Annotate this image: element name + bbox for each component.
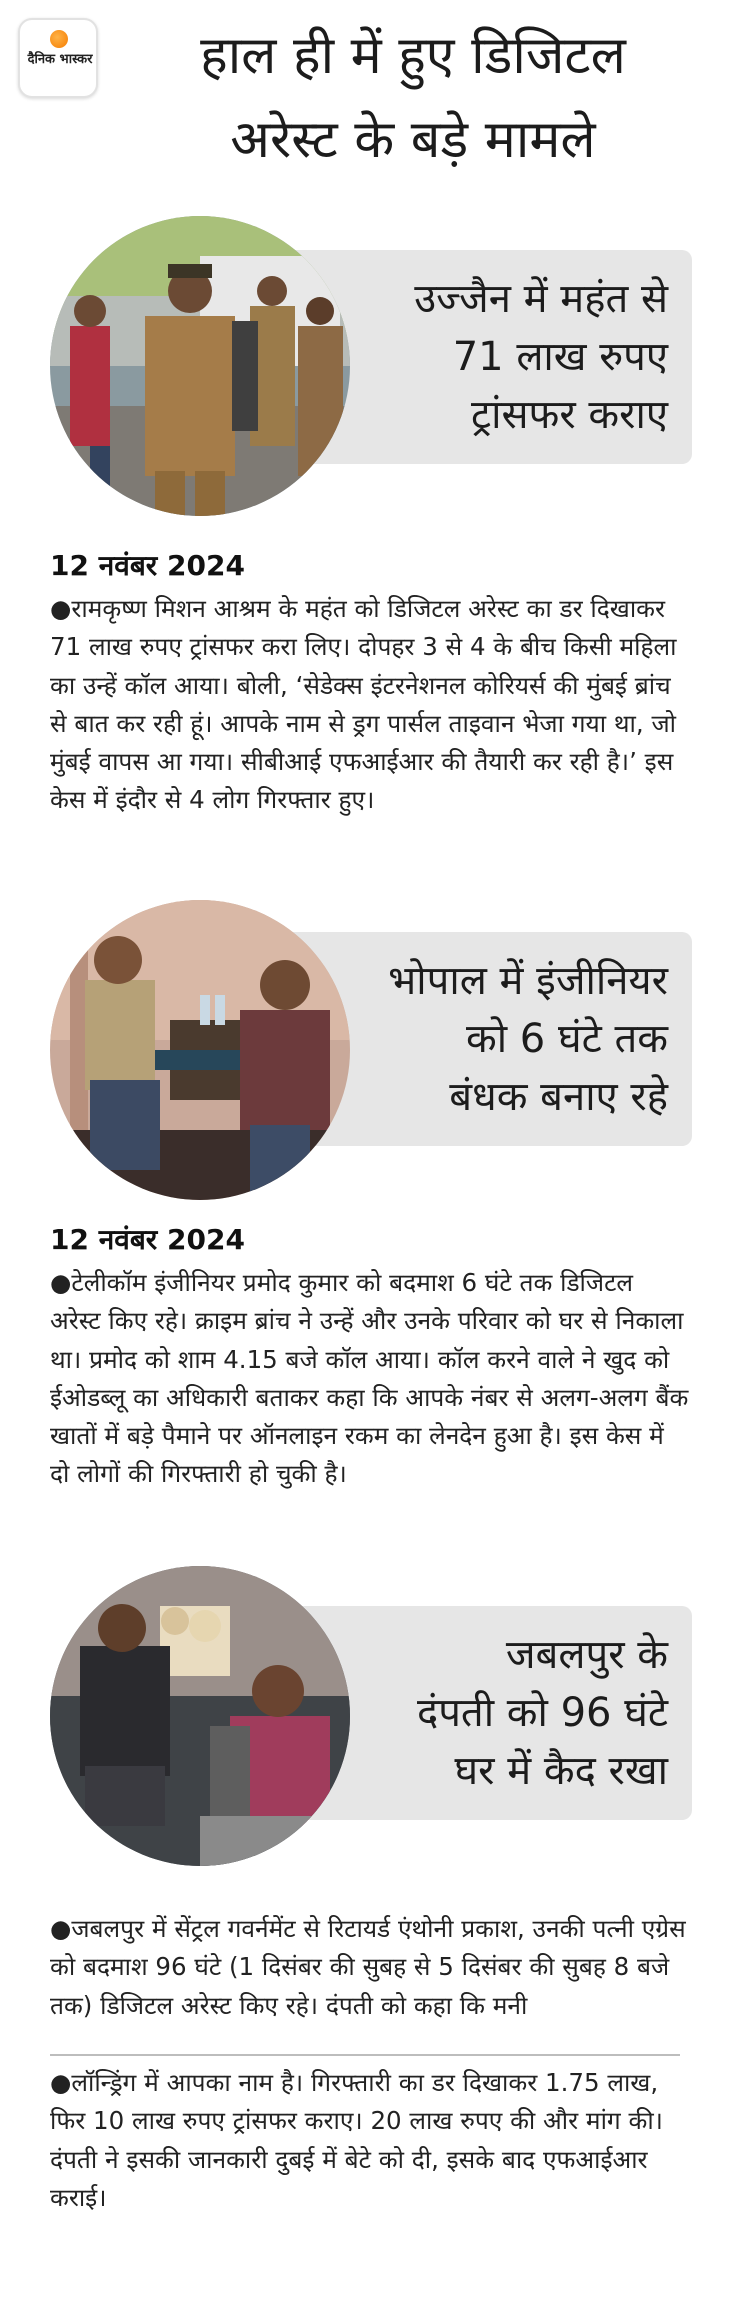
- case-description: ●जबलपुर में सेंट्रल गवर्नमेंट से रिटायर्ड एंथोनी प्रकाश, उनकी पत्नी एग्रेस को बदमाश 96 घंटे (1 दिसंबर की सुबह से 5 दिसंबर की सुबह 8 बजे तक) डिजिटल अरेस्ट किए रहे। दंपती को कहा कि मनी: [50, 1914, 686, 2020]
- headline-line: बंधक बनाए रहे: [449, 1074, 668, 1120]
- title-line-1: हाल ही में हुए डिजिटल: [200, 26, 626, 86]
- case-headline: [414, 250, 668, 464]
- case-headline: [417, 1606, 668, 1820]
- case-description: ●टेलीकॉम इंजीनियर प्रमोद कुमार को बदमाश 6 घंटे तक डिजिटल अरेस्ट किए रहे। क्राइम ब्रांच ने उन्हें और उनके परिवार को घर से निकाला था। प्रमोद को शाम 4.15 बजे कॉल आया। कॉल करने वाले ने खुद को ईओडब्लू का अधिकारी बताकर कहा कि आपके नंबर से अलग-अलग बैंक खातों में बड़े पैमाने पर ऑनलाइन रकम का लेनदेन हुआ है। इस केस में दो लोगों की गिरफ्तारी हो चुकी है।: [50, 1268, 689, 1489]
- police-photo: [50, 216, 350, 516]
- case-date: 12 नवंबर 2024: [50, 1223, 245, 1256]
- header: [0, 0, 730, 210]
- title-line-2: अरेस्ट के बड़े मामले: [230, 110, 596, 170]
- headline-line: भोपाल में इंजीनियर: [388, 958, 668, 1004]
- headline-line: ट्रांसफर कराए: [470, 392, 668, 438]
- headline-line: उज्जैन में महंत से: [414, 276, 668, 322]
- headline-line: घर में कैद रखा: [454, 1748, 668, 1794]
- section-divider: [50, 2054, 680, 2056]
- logo-text: दैनिक भास्कर: [27, 52, 93, 67]
- case-description-continued: ●लॉन्ड्रिंग में आपका नाम है। गिरफ्तारी का डर दिखाकर 1.75 लाख, फिर 10 लाख रुपए ट्रांसफर कराए। 20 लाख रुपए की और मांग की। दंपती ने इसकी जानकारी दुबई में बेटे को दी, इसके बाद एफआईआर कराई।: [50, 2068, 663, 2212]
- case-ujjain: [0, 210, 730, 900]
- headline-line: को 6 घंटे तक: [466, 1016, 668, 1062]
- headline-line: दंपती को 96 घंटे: [416, 1690, 668, 1736]
- headline-line: जबलपुर के: [505, 1632, 668, 1678]
- case-bhopal: [0, 900, 730, 1560]
- headline-line: 71 लाख रुपए: [452, 334, 668, 380]
- page-title: [108, 14, 718, 182]
- engineer-photo: [50, 900, 350, 1200]
- dainik-bhaskar-logo[interactable]: [18, 18, 98, 98]
- case-jabalpur: [0, 1560, 730, 2307]
- sun-icon: [50, 30, 68, 48]
- case-date: 12 नवंबर 2024: [50, 549, 245, 582]
- couple-photo: [50, 1566, 350, 1866]
- case-description: ●रामकृष्ण मिशन आश्रम के महंत को डिजिटल अरेस्ट का डर दिखाकर 71 लाख रुपए ट्रांसफर करा लिए। दोपहर 3 से 4 के बीच किसी महिला का उन्हें कॉल आया। बोली, ‘सेडेक्स इंटरनेशनल कोरियर्स की मुंबई ब्रांच से बात कर रही हूं। आपके नाम से ड्रग पार्सल ताइवान भेजा गया था, जो मुंबई वापस आ गया। सीबीआई एफआईआर की तैयारी कर रही है।’ इस केस में इंदौर से 4 लोग गिरफ्तार हुए।: [50, 594, 677, 815]
- case-headline: [388, 932, 668, 1146]
